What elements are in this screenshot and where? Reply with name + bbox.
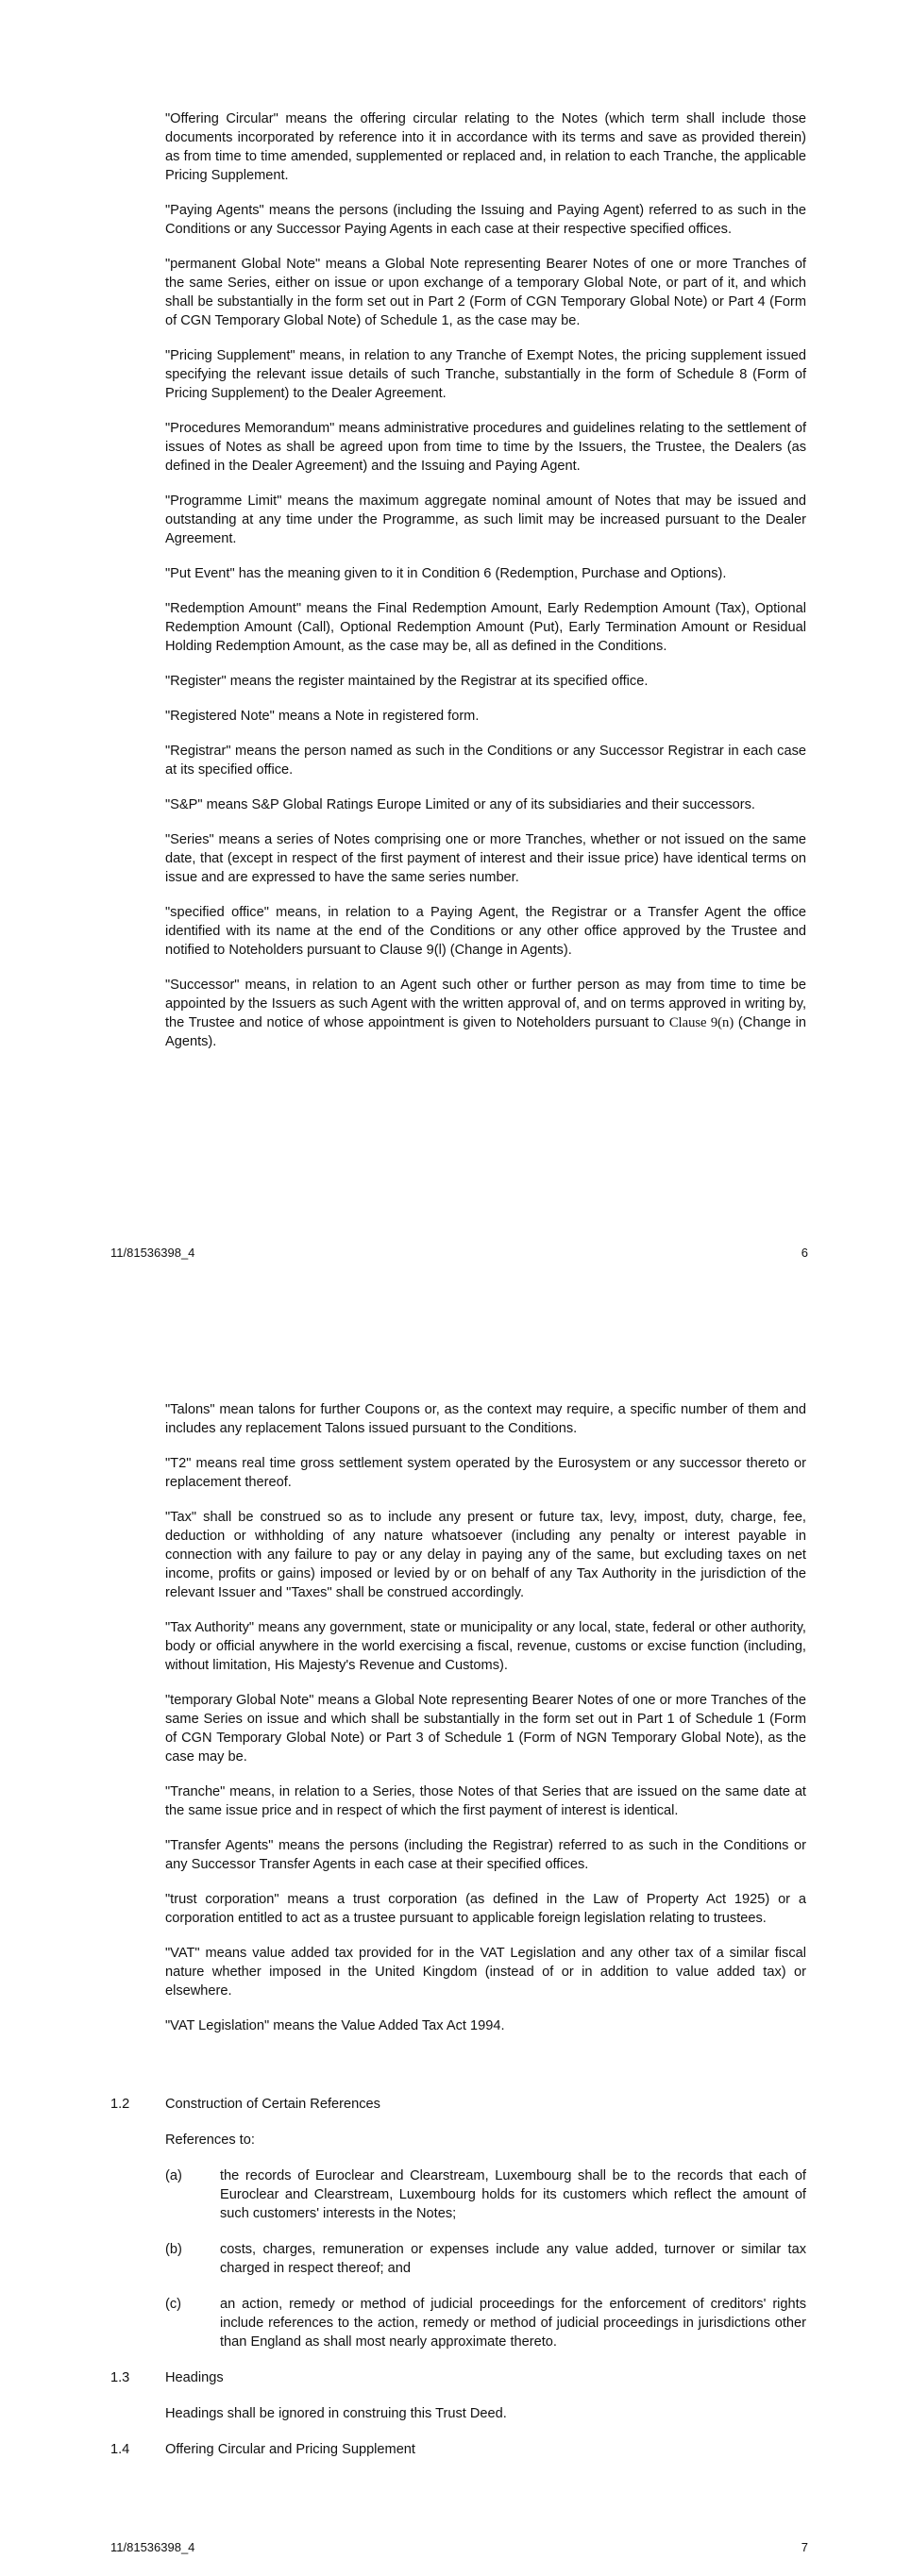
section-1-4-heading [110,2440,806,2459]
definition-paying-agents: "Paying Agents" means the persons (including the Issuing and Paying Agent) referred to as such in the Conditions or any Successor Paying Agents in each case at their respective specified offices. [165,203,807,237]
page-number: 7 [801,2540,808,2554]
definition-registrar: "Registrar" means the person named as such in the Conditions or any Successor Registrar in each case at its specified office. [165,744,806,778]
section-1-3-body: Headings shall be ignored in construing this Trust Deed. [165,2406,507,2421]
definitions-list [165,109,806,1067]
definition-offering-circular: "Offering Circular" means the offering circular relating to the Notes (which term shall include those documents incorporated by reference into it in accordance with its terms and save as provided therein) as from time to time amended, supplemented or replaced and, in relation to each Tranche, the applicable Pricing Supplement. [165,111,806,183]
definition-successor: "Successor" means, in relation to an Agent such other or further person as may from time to time be appointed by the Issuers as such Agent with the written approval of, and on terms approved in writing by, the Trustee and notice of whose appointment is given to Noteholders pursuant to Clause 9(n) (Change in Agents). [165,978,807,1049]
definition-vat-legislation: "VAT Legislation" means the Value Added Tax Act 1994. [165,2018,505,2033]
item-text: the records of Euroclear and Clearstream, Luxembourg shall be to the records that each of Euroclear and Clearstream, Luxembourg holds for its customers which reflect the amount of such customers' interests in the Notes; [220,2168,806,2221]
document-page-7 [0,1283,911,2576]
definition-registered-note: "Registered Note" means a Note in registered form. [165,709,480,724]
footer-document-ref: 11/81536398_4 [110,2540,195,2554]
definition-tax-authority: "Tax Authority" means any government, state or municipality or any local, state, federal or other authority, body or official anywhere in the world exercising a fiscal, revenue, customs or excise function (including, without limitation, His Majesty's Revenue and Customs). [165,1620,806,1673]
document-page-6 [0,0,911,1283]
definition-transfer-agents: "Transfer Agents" means the persons (including the Registrar) referred to as such in the Conditions or any Successor Transfer Agents in each case at their specified offices. [165,1838,806,1872]
definition-specified-office: "specified office" means, in relation to a Paying Agent, the Registrar or a Transfer Agent the office identified with its name at the end of the Conditions or any other office approved by the Trustee and notified to Noteholders pursuant to Clause 9(l) (Change in Agents). [165,905,806,958]
definition-s-and-p: "S&P" means S&P Global Ratings Europe Limited or any of its subsidiaries and their successors. [165,797,755,812]
sections [110,2095,806,2476]
definition-register: "Register" means the register maintained by the Registrar at its specified office. [165,674,649,689]
definition-pricing-supplement: "Pricing Supplement" means, in relation to any Tranche of Exempt Notes, the pricing supplement issued specifying the relevant issue details of such Tranche, substantially in the form of Schedule 8 (Form of Pricing Supplement) to the Dealer Agreement. [165,348,806,401]
definition-redemption-amount: "Redemption Amount" means the Final Redemption Amount, Early Redemption Amount (Tax), Optional Redemption Amount (Call), Optional Redemption Amount (Put), Early Termination Amount or Residual Holding Redemption Amount, as the case may be, all as defined in the Conditions. [165,601,806,654]
definition-series: "Series" means a series of Notes comprising one or more Tranches, whether or not issued on the same date, that (except in respect of the first payment of interest and their issue price) have identical terms on issue and are expressed to have the same series number. [165,832,806,885]
section-1-2-intro: References to: [165,2133,255,2148]
definition-put-event: "Put Event" has the meaning given to it in Condition 6 (Redemption, Purchase and Options). [165,566,727,581]
section-number: 1.2 [110,2097,130,2112]
definition-t2: "T2" means real time gross settlement system operated by the Eurosystem or any successor thereto or replacement thereof. [165,1456,806,1490]
section-number: 1.3 [110,2370,130,2385]
section-number: 1.4 [110,2442,130,2457]
item-label: (a) [165,2168,182,2183]
definition-tax: "Tax" shall be construed so as to include any present or future tax, levy, impost, duty, charge, fee, deduction or withholding of any nature whatsoever (including any penalty or interest payable in connection with any failure to pay or any delay in paying any of the same, but excluding taxes on net income, profits or gains) imposed or levied by or on behalf of any Tax Authority in the jurisdiction of the relevant Issuer and "Taxes" shall be construed accordingly. [165,1510,806,1600]
section-title: Headings [165,2370,224,2385]
item-text: costs, charges, remuneration or expenses include any value added, turnover or similar tax charged in respect thereof; and [220,2242,806,2276]
section-title: Offering Circular and Pricing Supplement [165,2442,415,2457]
page-number: 6 [801,1246,808,1260]
definition-procedures-memorandum: "Procedures Memorandum" means administrative procedures and guidelines relating to the settlement of issues of Notes as shall be agreed upon from time to time by the Issuers, the Trustee, the Dealers (as defined in the Dealer Agreement) and the Issuing and Paying Agent. [165,421,807,474]
section-1-3-heading [110,2368,806,2387]
definition-temporary-global-note: "temporary Global Note" means a Global Note representing Bearer Notes of one or more Tranches of the same Series on issue and which shall be substantially in the form set out in Part 1 of Schedule 1 (Form of CGN Temporary Global Note) or Part 3 of Schedule 1 (Form of NGN Temporary Global Note), as the case may be. [165,1693,806,1765]
definition-programme-limit: "Programme Limit" means the maximum aggregate nominal amount of Notes that may be issued and outstanding at any time under the Programme, as such limit may be increased pursuant to the Dealer Agreement. [165,493,806,546]
definition-permanent-global-note: "permanent Global Note" means a Global Note representing Bearer Notes of one or more Tranches of the same Series, either on issue or upon exchange of a temporary Global Note, or part of it, and which shall be substantially in the form set out in Part 2 (Form of CGN Temporary Global Note) or Part 4 (Form of CGN Temporary Global Note) of Schedule 1, as the case may be. [165,257,806,328]
list-item-c [165,2295,806,2351]
item-label: (b) [165,2242,182,2257]
definition-trust-corporation: "trust corporation" means a trust corporation (as defined in the Law of Property Act 1925) or a corporation entitled to act as a trustee pursuant to applicable foreign legislation relating to trustees. [165,1892,806,1926]
definition-tranche: "Tranche" means, in relation to a Series, those Notes of that Series that are issued on the same date at the same issue price and in respect of which the first payment of interest is identical. [165,1784,806,1818]
item-text: an action, remedy or method of judicial proceedings for the enforcement of creditors' rights include references to the action, remedy or method of judicial proceedings in jurisdictions other than England as shall most nearly approximate thereto. [220,2297,806,2350]
definition-talons: "Talons" mean talons for further Coupons or, as the context may require, a specific number of them and includes any replacement Talons issued pursuant to the Conditions. [165,1402,806,1436]
clause-reference: Clause 9(n) [668,1015,734,1030]
definition-vat: "VAT" means value added tax provided for in the VAT Legislation and any other tax of a similar fiscal nature whether imposed in the United Kingdom (instead of or in addition to value added tax) or elsewhere. [165,1946,806,1999]
section-1-2-heading [110,2095,806,2114]
section-title: Construction of Certain References [165,2097,380,2112]
list-item-a [165,2166,806,2223]
list-item-b [165,2240,806,2278]
item-label: (c) [165,2297,182,2312]
definitions-list [165,1400,806,2051]
footer-document-ref: 11/81536398_4 [110,1246,195,1260]
